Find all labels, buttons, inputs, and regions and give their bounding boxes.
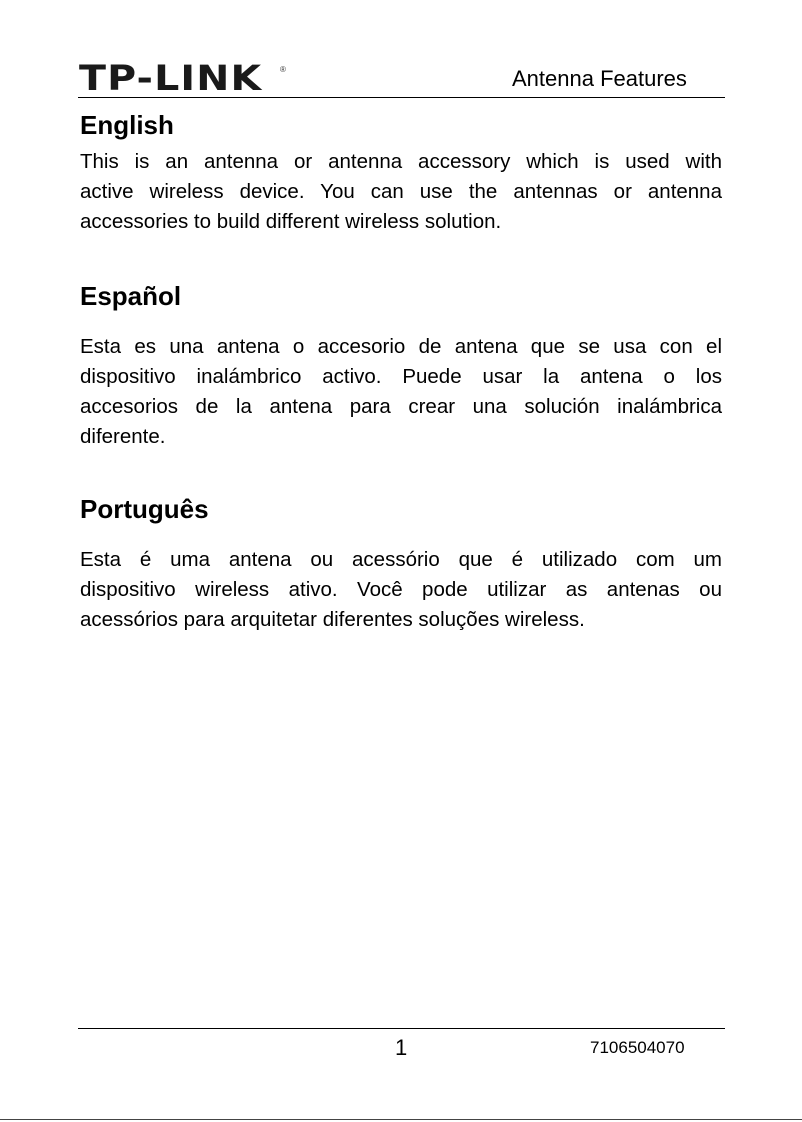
section-body-english (80, 147, 722, 237)
body-line: dispositivo inalámbrico activo. Puede usar la antena o los (80, 365, 722, 388)
footer-divider (78, 1028, 725, 1029)
registered-mark: ® (280, 65, 286, 74)
body-line: diferente. (80, 425, 166, 448)
body-line: Esta é uma antena ou acessório que é utilizado com um (80, 548, 722, 571)
body-line: acessórios para arquitetar diferentes soluções wireless. (80, 608, 585, 631)
section-heading-portugues: Português (80, 494, 209, 524)
body-line: This is an antenna or antenna accessory which is used with (80, 150, 722, 173)
body-line: Esta es una antena o accesorio de antena que se usa con el (80, 335, 722, 358)
body-line: active wireless device. You can use the antennas or antenna (80, 180, 722, 203)
body-line: accessories to build different wireless solution. (80, 210, 502, 233)
body-line: dispositivo wireless ativo. Você pode utilizar as antenas ou (80, 578, 722, 601)
body-line: accesorios de la antena para crear una solución inalámbrica (80, 395, 722, 418)
page-number: 1 (395, 1035, 408, 1060)
section-heading-espanol: Español (80, 281, 182, 311)
header-title: Antenna Features (512, 66, 687, 91)
tp-link-logo: TP-LINK (79, 59, 263, 99)
section-body-portugues (80, 545, 722, 635)
section-heading-english: English (80, 110, 174, 140)
document-code: 7106504070 (590, 1038, 685, 1057)
section-body-espanol (80, 332, 722, 452)
header-divider (78, 97, 725, 98)
page-edge (0, 1119, 802, 1120)
